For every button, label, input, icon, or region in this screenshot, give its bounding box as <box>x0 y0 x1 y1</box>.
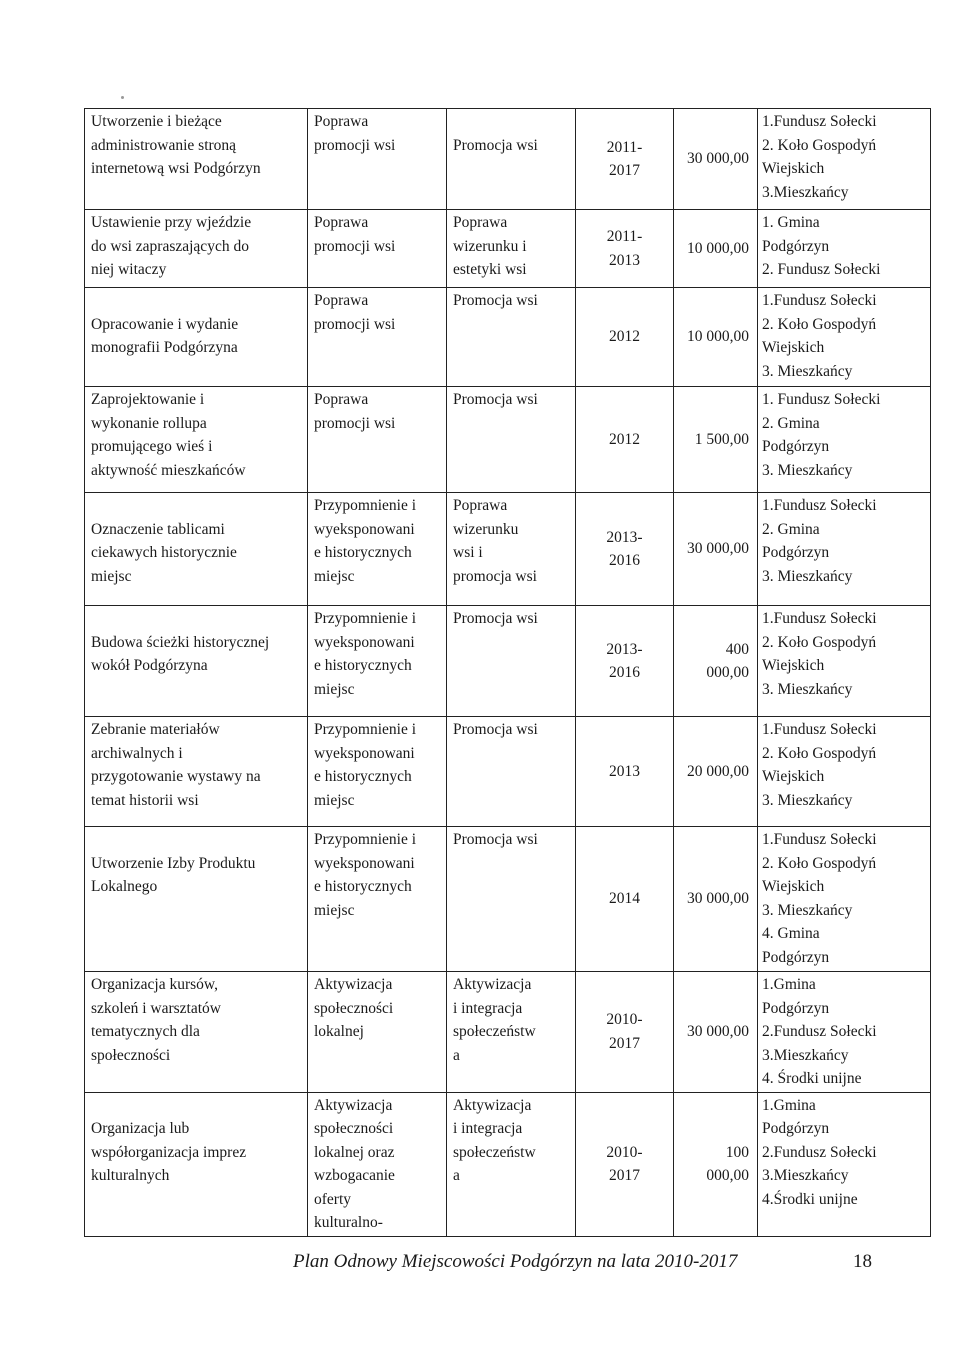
years-cell: 2010- 2017 <box>576 972 674 1093</box>
goal-cell: Przypomnienie i wyeksponowani e historycznych miejsc <box>308 493 447 606</box>
amount-cell: 30 000,00 <box>674 972 758 1093</box>
funding-source-cell: 1.Fundusz Sołecki 2. Koło Gospodyń Wiejskich 3. Mieszkańcy 4. Gmina Podgórzyn <box>758 827 931 972</box>
action-cell: Aktywizacja i integracja społeczeństw a <box>447 972 576 1093</box>
task-cell: Organizacja lub współorganizacja imprez kulturalnych <box>85 1092 308 1236</box>
table-row <box>85 717 931 827</box>
years-cell: 2011- 2017 <box>576 109 674 210</box>
years-cell: 2011- 2013 <box>576 210 674 288</box>
page-footer <box>0 1251 960 1281</box>
task-cell: Opracowanie i wydanie monografii Podgórzyna <box>85 288 308 387</box>
task-cell: Zebranie materiałów archiwalnych i przygotowanie wystawy na temat historii wsi <box>85 717 308 827</box>
amount-cell: 30 000,00 <box>674 109 758 210</box>
table-row <box>85 972 931 1093</box>
project-table <box>84 108 931 1237</box>
table-row <box>85 493 931 606</box>
table-row <box>85 210 931 288</box>
action-cell: Poprawa wizerunku wsi i promocja wsi <box>447 493 576 606</box>
amount-cell: 1 500,00 <box>674 387 758 493</box>
funding-source-cell: 1.Gmina Podgórzyn 2.Fundusz Sołecki 3.Mieszkańcy 4. Środki unijne <box>758 972 931 1093</box>
goal-cell: Aktywizacja społeczności lokalnej oraz wzbogacanie oferty kulturalno- <box>308 1092 447 1236</box>
task-cell: Budowa ścieżki historycznej wokół Podgórzyna <box>85 606 308 717</box>
funding-source-cell: 1.Fundusz Sołecki 2. Gmina Podgórzyn 3. Mieszkańcy <box>758 493 931 606</box>
table-row <box>85 606 931 717</box>
action-cell: Promocja wsi <box>447 717 576 827</box>
task-cell: Organizacja kursów, szkoleń i warsztatów tematycznych dla społeczności <box>85 972 308 1093</box>
years-cell: 2013- 2016 <box>576 493 674 606</box>
action-cell: Promocja wsi <box>447 606 576 717</box>
goal-cell: Poprawa promocji wsi <box>308 288 447 387</box>
funding-source-cell: 1.Fundusz Sołecki 2. Koło Gospodyń Wiejskich 3. Mieszkańcy <box>758 717 931 827</box>
action-cell: Poprawa wizerunku i estetyki wsi <box>447 210 576 288</box>
goal-cell: Przypomnienie i wyeksponowani e historycznych miejsc <box>308 606 447 717</box>
project-table-body <box>85 109 931 1237</box>
years-cell: 2012 <box>576 288 674 387</box>
funding-source-cell: 1.Gmina Podgórzyn 2.Fundusz Sołecki 3.Mieszkańcy 4.Środki unijne <box>758 1092 931 1236</box>
funding-source-cell: 1.Fundusz Sołecki 2. Koło Gospodyń Wiejskich 3.Mieszkańcy <box>758 109 931 210</box>
amount-cell: 100 000,00 <box>674 1092 758 1236</box>
action-cell: Promocja wsi <box>447 288 576 387</box>
table-row <box>85 288 931 387</box>
action-cell: Promocja wsi <box>447 387 576 493</box>
goal-cell: Aktywizacja społeczności lokalnej <box>308 972 447 1093</box>
table-row <box>85 109 931 210</box>
goal-cell: Poprawa promocji wsi <box>308 210 447 288</box>
scan-speck <box>121 96 124 99</box>
amount-cell: 20 000,00 <box>674 717 758 827</box>
task-cell: Ustawienie przy wjeździe do wsi zapraszających do niej witaczy <box>85 210 308 288</box>
years-cell: 2012 <box>576 387 674 493</box>
years-cell: 2010- 2017 <box>576 1092 674 1236</box>
amount-cell: 10 000,00 <box>674 288 758 387</box>
action-cell: Promocja wsi <box>447 827 576 972</box>
amount-cell: 400 000,00 <box>674 606 758 717</box>
years-cell: 2014 <box>576 827 674 972</box>
years-cell: 2013- 2016 <box>576 606 674 717</box>
task-cell: Zaprojektowanie i wykonanie rollupa promującego wieś i aktywność mieszkańców <box>85 387 308 493</box>
funding-source-cell: 1. Gmina Podgórzyn 2. Fundusz Sołecki <box>758 210 931 288</box>
amount-cell: 10 000,00 <box>674 210 758 288</box>
years-cell: 2013 <box>576 717 674 827</box>
task-cell: Utworzenie Izby Produktu Lokalnego <box>85 827 308 972</box>
goal-cell: Przypomnienie i wyeksponowani e historycznych miejsc <box>308 717 447 827</box>
action-cell: Aktywizacja i integracja społeczeństw a <box>447 1092 576 1236</box>
goal-cell: Poprawa promocji wsi <box>308 387 447 493</box>
funding-source-cell: 1.Fundusz Sołecki 2. Koło Gospodyń Wiejskich 3. Mieszkańcy <box>758 606 931 717</box>
table-row <box>85 387 931 493</box>
goal-cell: Przypomnienie i wyeksponowani e historycznych miejsc <box>308 827 447 972</box>
task-cell: Utworzenie i bieżące administrowanie stroną internetową wsi Podgórzyn <box>85 109 308 210</box>
funding-source-cell: 1. Fundusz Sołecki 2. Gmina Podgórzyn 3. Mieszkańcy <box>758 387 931 493</box>
action-cell: Promocja wsi <box>447 109 576 210</box>
table-row <box>85 1092 931 1236</box>
footer-title: Plan Odnowy Miejscowości Podgórzyn na lata 2010-2017 <box>293 1251 738 1272</box>
amount-cell: 30 000,00 <box>674 493 758 606</box>
funding-source-cell: 1.Fundusz Sołecki 2. Koło Gospodyń Wiejskich 3. Mieszkańcy <box>758 288 931 387</box>
goal-cell: Poprawa promocji wsi <box>308 109 447 210</box>
amount-cell: 30 000,00 <box>674 827 758 972</box>
task-cell: Oznaczenie tablicami ciekawych historycznie miejsc <box>85 493 308 606</box>
page-number: 18 <box>853 1251 872 1272</box>
table-row <box>85 827 931 972</box>
